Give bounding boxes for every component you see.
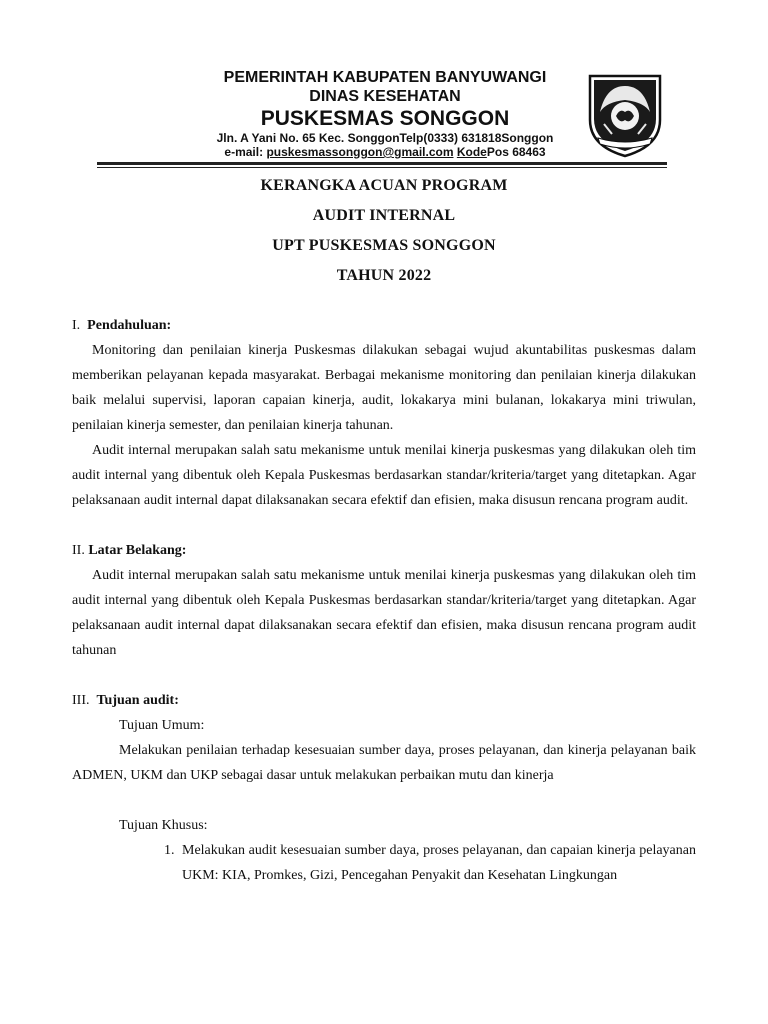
subsection-label-tujuan-umum: Tujuan Umum:: [119, 718, 205, 733]
paragraph: Audit internal merupakan salah satu mekanisme untuk menilai kinerja puskesmas yang dilakukan oleh tim audit internal yang dibentuk oleh Kepala Puskesmas berdasarkan standar/kriteria/target yang ditetapkan. Agar pelaksanaan audit internal dapat dilaksanakan secara efektif dan efisien, maka disusun rencana program audit.: [72, 443, 696, 508]
email-link[interactable]: puskesmassonggon@gmail.com: [266, 145, 454, 159]
doc-title-line-2: AUDIT INTERNAL: [312, 207, 456, 224]
postal-code-label: Kode: [456, 145, 487, 159]
section-number: II.: [72, 543, 85, 558]
section-heading-tujuan-audit: [72, 688, 696, 713]
section-label: Latar Belakang:: [88, 543, 187, 558]
list-marker: 1.: [164, 843, 175, 858]
letterhead-department: DINAS KESEHATAN: [309, 88, 461, 105]
list-item: [72, 838, 696, 888]
paragraph: Monitoring dan penilaian kinerja Puskesmas dilakukan sebagai wujud akuntabilitas puskesmas dalam memberikan pelayanan kepada masyarakat. Berbagai mekanisme monitoring dan penilaian kinerja dilakukan baik melalui supervisi, laporan capaian kinerja, audit, lokakarya mini bulanan, lokakarya mini triwulan, penilaian kinerja semester, dan penilaian kinerja tahunan.: [72, 343, 696, 433]
section-heading-pendahuluan: [72, 313, 696, 338]
postal-code: Pos 68463: [486, 145, 546, 159]
letterhead: [0, 0, 768, 170]
section-number: I.: [72, 318, 81, 333]
banyuwangi-emblem-icon: [586, 72, 664, 158]
section-heading-latar-belakang: [72, 538, 696, 563]
email-prefix: e-mail:: [224, 145, 267, 159]
letterhead-institution: PUSKESMAS SONGGON: [260, 107, 510, 130]
section-number: III.: [72, 693, 90, 708]
section-label: Pendahuluan:: [87, 318, 172, 333]
letterhead-address: Jln. A Yani No. 65 Kec. SonggonTelp(0333) 631818Songgon: [216, 131, 554, 145]
subsection-label-tujuan-khusus: Tujuan Khusus:: [119, 818, 208, 833]
paragraph: Audit internal merupakan salah satu mekanisme untuk menilai kinerja puskesmas yang dilakukan oleh tim audit internal yang dibentuk oleh Kepala Puskesmas berdasarkan standar/kriteria/target yang ditetapkan. Agar pelaksanaan audit internal dapat dilaksanakan secara efektif dan efisien, maka disusun rencana program audit tahunan: [72, 568, 696, 658]
letterhead-government: PEMERINTAH KABUPATEN BANYUWANGI: [223, 69, 547, 86]
doc-title-line-3: UPT PUSKESMAS SONGGON: [272, 237, 496, 254]
letterhead-divider-thick: [97, 162, 667, 165]
doc-title-line-4: TAHUN 2022: [336, 267, 432, 284]
paragraph: Melakukan penilaian terhadap kesesuaian sumber daya, proses pelayanan, dan kinerja pelayanan baik ADMEN, UKM dan UKP sebagai dasar untuk melakukan perbaikan mutu dan kinerja: [72, 743, 696, 783]
list-item-text: Melakukan audit kesesuaian sumber daya, proses pelayanan, dan capaian kinerja pelayanan UKM: KIA, Promkes, Gizi, Pencegahan Penyakit dan Kesehatan Lingkungan: [182, 843, 696, 883]
letterhead-contact: [175, 145, 595, 159]
doc-title-line-1: KERANGKA ACUAN PROGRAM: [260, 177, 508, 194]
letterhead-divider-thin: [97, 167, 667, 168]
section-label: Tujuan audit:: [96, 693, 179, 708]
document-body: [72, 313, 696, 888]
letterhead-text: [175, 68, 595, 159]
